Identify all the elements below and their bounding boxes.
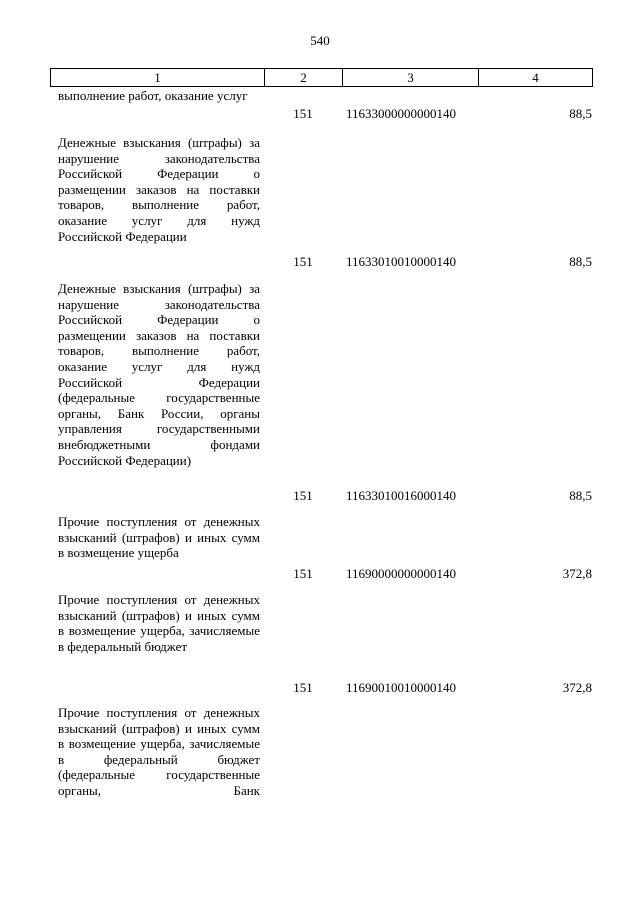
row-budget-code: 11690010010000140 xyxy=(346,680,457,695)
row-type-code: 151 xyxy=(293,680,313,695)
row-amount: 372,8 xyxy=(562,680,592,695)
row-amount: 372,8 xyxy=(562,566,592,581)
row-amount: 88,5 xyxy=(569,106,592,121)
table-header xyxy=(50,68,593,87)
row-amount: 88,5 xyxy=(569,488,592,503)
row-type-code: 151 xyxy=(293,488,313,503)
header-col-1: 1 xyxy=(154,70,161,85)
row-type-code: 151 xyxy=(293,106,313,121)
row-description: Прочие поступления от денежных взысканий (штрафов) и иных сумм в возмещение ущерба xyxy=(58,514,260,561)
row-budget-code: 11690000000000140 xyxy=(346,566,457,581)
row-description: Прочие поступления от денежных взысканий (штрафов) и иных сумм в возмещение ущерба, зачисляемые в федеральный бюджет xyxy=(58,592,260,654)
row-description: Денежные взыскания (штрафы) за нарушение законодательства Российской Федерации о размещении заказов на поставки товаров, выполнение работ, оказание услуг для нужд Российской Федерации xyxy=(58,135,260,244)
header-col-2: 2 xyxy=(264,69,342,86)
header-col-3: 3 xyxy=(342,69,478,86)
header-col-4: 4 xyxy=(478,69,592,86)
row-type-code: 151 xyxy=(293,254,313,269)
row-description: Денежные взыскания (штрафы) за нарушение законодательства Российской Федерации о размещении заказов на поставки товаров, выполнение работ, оказание услуг для нужд Российской Федерации (федеральные государственные органы, Банк России, органы управления государственными внебюджетными фондами Российской Федерации) xyxy=(58,281,260,468)
row-description: Прочие поступления от денежных взысканий (штрафов) и иных сумм в возмещение ущерба, зачисляемые в федеральный бюджет (федеральные государственные органы, Банк xyxy=(58,705,260,798)
row-budget-code: 11633010010000140 xyxy=(346,254,457,269)
row-amount: 88,5 xyxy=(569,254,592,269)
row-description: выполнение работ, оказание услуг xyxy=(58,88,248,103)
row-budget-code: 11633000000000140 xyxy=(346,106,457,121)
page-number: 540 xyxy=(310,33,330,48)
row-budget-code: 11633010016000140 xyxy=(346,488,457,503)
row-type-code: 151 xyxy=(293,566,313,581)
